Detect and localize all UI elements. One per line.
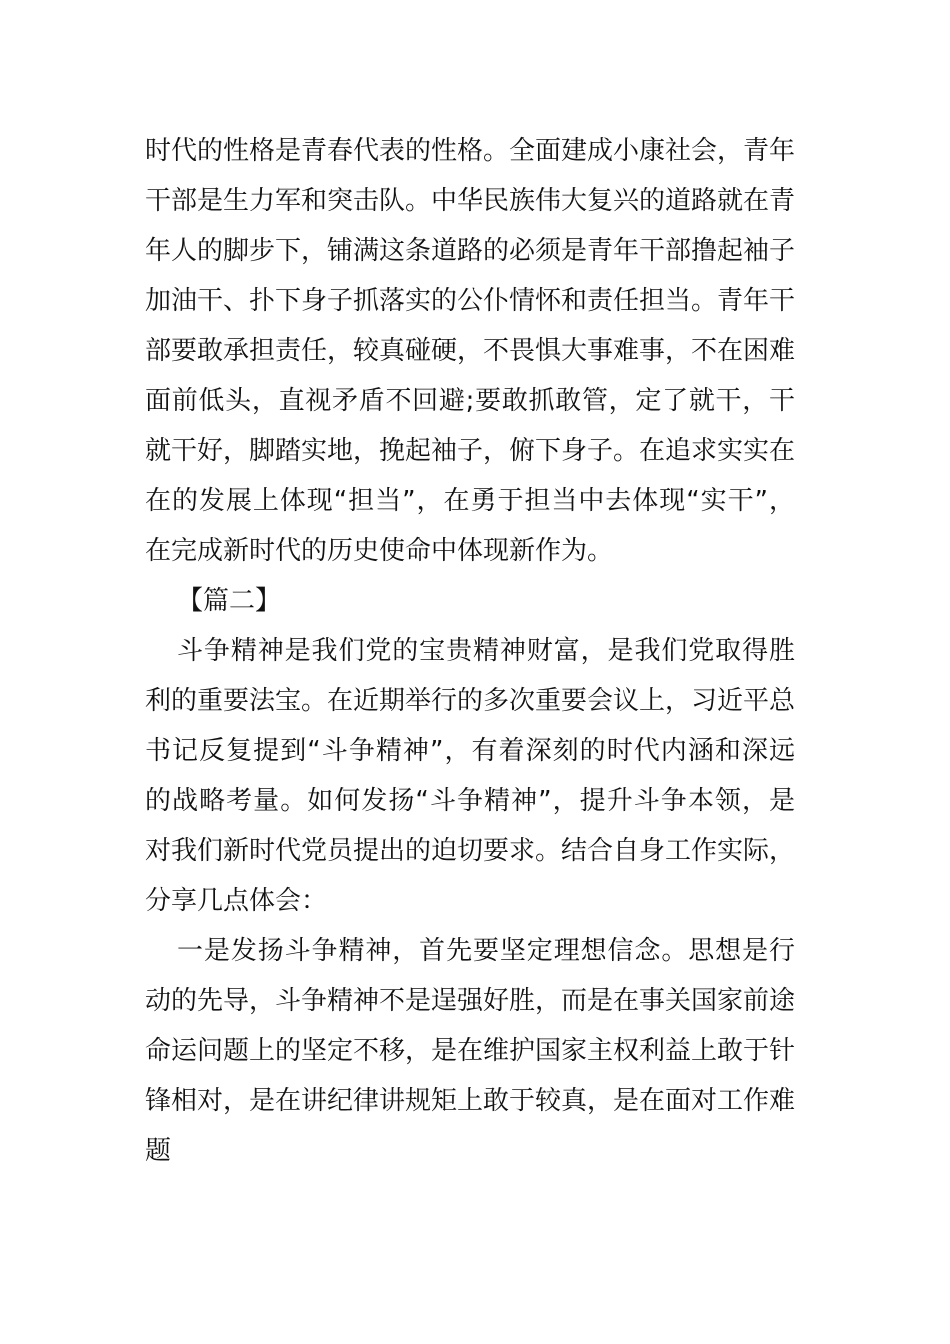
paragraph-point-one: 一是发扬斗争精神，首先要坚定理想信念。思想是行动的先导，斗争精神不是逞强好胜，而是在事关国家前途命运问题上的坚定不移，是在维护国家主权利益上敢于针锋相对，是在讲纪律讲规矩上敢于较真，是在面对工作难题 (145, 936, 796, 1166)
paragraph-struggle-spirit: 斗争精神是我们党的宝贵精神财富，是我们党取得胜利的重要法宝。在近期举行的多次重要会议上，习近平总书记反复提到“斗争精神”，有着深刻的时代内涵和深远的战略考量。如何发扬“斗争精神”，提升斗争本领，是对我们新时代党员提出的迫切要求。结合自身工作实际，分享几点体会： (145, 636, 796, 916)
document-body (145, 126, 795, 1176)
section-heading-part-two: 【篇二】 (177, 586, 282, 616)
paragraph-intro-continuation: 时代的性格是青春代表的性格。全面建成小康社会，青年干部是生力军和突击队。中华民族伟大复兴的道路就在青年人的脚步下，铺满这条道路的必须是青年干部撸起袖子加油干、扑下身子抓落实的公仆情怀和责任担当。青年干部要敢承担责任，较真碰硬，不畏惧大事难事，不在困难面前低头，直视矛盾不回避;要敢抓敢管，定了就干，干就干好，脚踏实地，挽起袖子，俯下身子。在追求实实在在的发展上体现“担当”，在勇于担当中去体现“实干”，在完成新时代的历史使命中体现新作为。 (145, 136, 796, 566)
